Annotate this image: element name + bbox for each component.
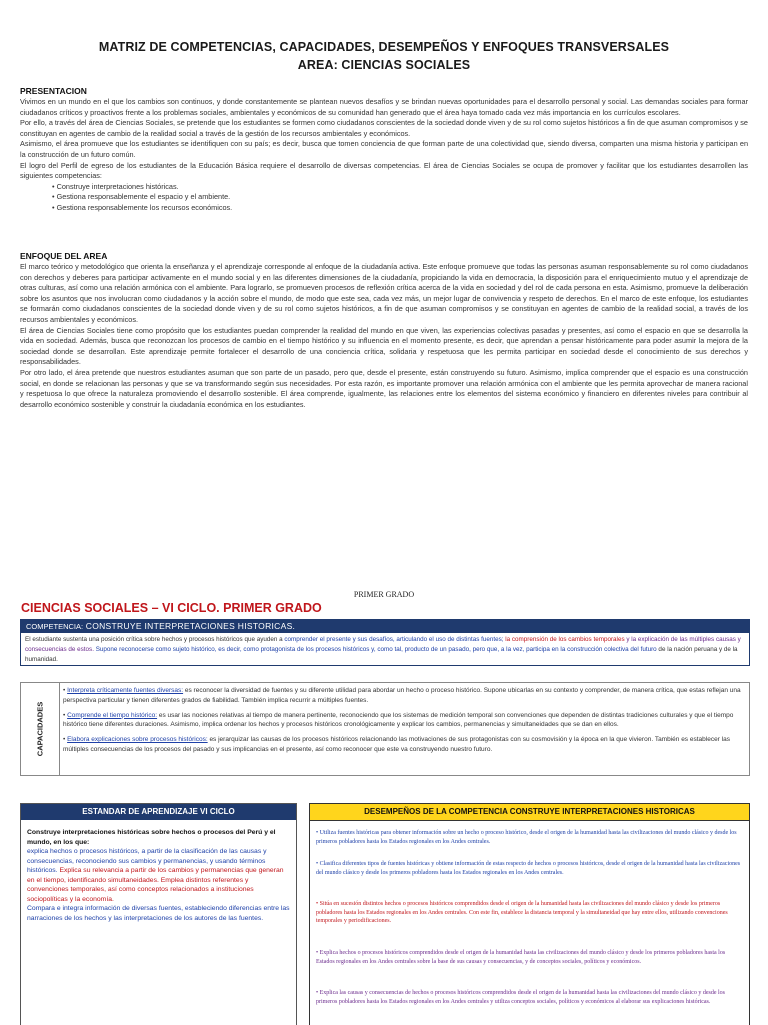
enfoque-paragraph: El área de Ciencias Sociales tiene como propósito que los estudiantes puedan comprender la realidad del mundo en que viven, las experiencias colectivas pasadas y presentes, así como el espacio en que se desarrolla la vida en sociedad. Además, busca que reconozcan los procesos de cambio en el tiempo histórico y su influencia en el momento presente, es decir, que aprendan a pensar históricamente para poder asumir la mejora de la sociedad donde se desarrollan. Este aprendizaje permite fortalecer el desarrollo de una conciencia crítica, solidaria y respetuosa que les permita participar en sociedad desde el conocimiento de sus derechos y responsabilidades. <box>20 325 748 367</box>
presentacion-heading: PRESENTACION <box>20 86 87 96</box>
list-item: • Gestiona responsablemente el espacio y el ambiente. <box>52 192 748 203</box>
section-title: CIENCIAS SOCIALES – VI CICLO. PRIMER GRADO <box>21 601 322 615</box>
enfoque-body <box>20 262 748 410</box>
desempenos-box <box>309 803 750 1025</box>
grade-label: PRIMER GRADO <box>353 590 415 599</box>
competencia-header <box>21 620 749 633</box>
capacidad-name: Elabora explicaciones sobre procesos históricos: <box>67 736 208 744</box>
estandar-body <box>21 820 296 923</box>
capacidades-side <box>21 683 60 775</box>
capacidad-name: Comprende el tiempo histórico: <box>67 711 158 719</box>
desempeno-item: • Utiliza fuentes históricas para obtener información sobre un hecho o proceso histórico, desde el origen de la humanidad hasta las civilizaciones del mundo clásico y desde los primeros pobladores hasta los Estados regionales en los Andes centrales. <box>316 830 737 845</box>
competencia-text-highlight: comprender el presente y sus desafíos, articulando el uso de distintas fuentes; <box>284 636 504 643</box>
competencia-description <box>21 633 749 666</box>
estandar-text-part: Compara e integra información de diversas fuentes, estableciendo diferencias entre las narraciones de los hechos y las interpretaciones de los autores de las fuentes. <box>27 905 290 922</box>
capacidad-text: es reconocer la diversidad de fuentes y su diferente utilidad para abordar un hecho o proceso histórico. Supone ubicarlas en su contexto y comprender, de manera crítica, que estas reflejan una perspectiva particular y tienen diferentes grados de fiabilidad. También implica recurrir a múltiples fuentes. <box>63 687 741 704</box>
enfoque-paragraph: Por otro lado, el área pretende que nuestros estudiantes asuman que son parte de un pasado, pero que, desde el presente, están construyendo su futuro. Asimismo, implica comprender que el espacio es una construcción social, en donde se relacionan las personas y que se va transformando según sus necesidades. Por esta razón, es importante promover una relación armónica con el ambiente que les permita aprovechar de manera racional y respetuosa lo que ofrece la naturaleza promoviendo el desarrollo sostenible. El área comprende, igualmente, las relaciones entre los elementos del sistema económico y financiero en diferentes niveles para contribuir al desarrollo económico sostenible y construir la ciudadanía económica en los estudiantes. <box>20 367 748 409</box>
competencia-text-highlight: la comprensión de los cambios temporales <box>503 636 625 643</box>
estandar-text-part: Explica su relevancia a partir de los cambios y permanencias que generan en el tiempo, identificando simultaneidades. Emplea distintos referentes y convenciones temporales, así como conceptos relacionados a instituciones sociopolíticas y la economía. <box>27 867 284 903</box>
competencia-name: CONSTRUYE INTERPRETACIONES HISTORICAS. <box>85 621 296 631</box>
page-title: MATRIZ DE COMPETENCIAS, CAPACIDADES, DESEMPEÑOS Y ENFOQUES TRANSVERSALES <box>98 40 670 54</box>
list-item: • Construye interpretaciones históricas. <box>52 182 748 193</box>
estandar-text-part: explica hechos o procesos históricos, a partir de la clasificación de las causas y consecuencias, reconociendo sus cambios y permanencias, y usando términos históricos. <box>27 848 267 874</box>
estandar-lead: Construye interpretaciones históricas sobre hechos o procesos del Perú y el mundo, en los que: <box>27 829 276 846</box>
desempeno-item: • Sitúa en sucesión distintos hechos o procesos históricos comprendidos desde el origen de la humanidad hasta las civilizaciones del mundo clásico y desde los primeros pobladores hasta los Estados regionales en los Andes centrales. Con este fin, establece la distancia temporal y la simultaneidad que hay entre ellos, utilizando convenciones temporales y periodificaciones. <box>316 901 728 924</box>
capacidad-name: Interpreta críticamente fuentes diversas: <box>67 687 184 694</box>
capacidades-label: CAPACIDADES <box>35 701 45 757</box>
desempenos-heading: DESEMPEÑOS DE LA COMPETENCIA CONSTRUYE INTERPRETACIONES HISTORICAS <box>310 804 749 821</box>
enfoque-paragraph: El marco teórico y metodológico que orienta la enseñanza y el aprendizaje corresponde al enfoque de la ciudadanía activa. Este enfoque promueve que todas las personas asuman responsablemente su rol como ciudadanos con derechos y deberes para participar activamente en el mundo social y en las diferentes dimensiones de la ciudadanía, propiciando la vida en democracia, la disposición para el enriquecimiento mutuo y el aprendizaje de otras culturas, así como una relación armónica con el ambiente. Para lograrlo, se promueven procesos de reflexión crítica acerca de la vida en sociedad y del rol de cada persona en esta. Asimismo, promueve la deliberación sobre los asuntos que nos involucran como ciudadanos y la acción sobre el mundo, de modo que este sea, cada vez más, un mejor lugar de convivencia y respeto de derechos. En el marco de este enfoque, los estudiantes se formarán como ciudadanos conscientes de la sociedad donde viven y de su rol como sujetos históricos, a fin de que asuman compromisos y se constituyan en agentes de cambio de la realidad social, a través de los recursos ambientales y económicos. <box>20 262 748 324</box>
presentacion-paragraph: El logro del Perfil de egreso de los estudiantes de la Educación Básica requiere el desarrollo de diversas competencias. El área de Ciencias Sociales se ocupa de promover y facilitar que los estudiantes desarrollen las siguientes competencias: <box>20 160 748 181</box>
list-item: • Gestiona responsablemente los recursos económicos. <box>52 203 748 214</box>
enfoque-heading: ENFOQUE DEL AREA <box>20 251 108 261</box>
competencia-text: de la nación peruana y de la humanidad. <box>25 645 738 663</box>
area-title: AREA: CIENCIAS SOCIALES <box>297 58 471 72</box>
desempeno-item: • Clasifica diferentes tipos de fuentes históricas y obtiene información de estas respecto de hechos o procesos históricos, desde el origen de la humanidad hasta las civilizaciones del mundo clásico y desde los primeros pobladores hasta los Estados regionales en los Andes centrales. <box>316 861 741 876</box>
competencias-list <box>52 182 748 214</box>
capacidad-item: • Comprende el tiempo histórico: es usar las nociones relativas al tiempo de manera pertinente, reconociendo que los sistemas de medición temporal son convenciones que dependen de distintas tradiciones culturales y que el tiempo histórico tiene diferentes duraciones. Asimismo, implica ordenar los hechos y procesos históricos cronológicamente y explicar los cambios, permanencias y simultaneidades que se dan en ellos. <box>63 711 734 729</box>
capacidad-text: es usar las nociones relativas al tiempo de manera pertinente, reconociendo que los sistemas de medición temporal son convenciones que dependen de distintas tradiciones culturales y que el tiempo histórico tiene diferentes duraciones. Asimismo, implica ordenar los hechos y procesos históricos cronológicamente y explicar los cambios, permanencias y simultaneidades que se dan en ellos. <box>63 711 734 729</box>
competencia-text-highlight: Supone reconocerse como sujeto histórico, es decir, como protagonista de los procesos históricos y, como tal, producto de un pasado, pero que, a la vez, participa en la construcción colectiva del futuro <box>95 645 657 653</box>
presentacion-paragraph: Por ello, a través del área de Ciencias Sociales, se pretende que los estudiantes se formen como ciudadanos conscientes de la sociedad donde viven y de su rol como sujetos históricos a fin de que asuman compromisos y se constituyan en agentes de cambio de la realidad social a través de la gestión de los recursos ambientales y económicos. <box>20 118 748 138</box>
competencia-label: COMPETENCIA: <box>26 622 84 631</box>
estandar-text <box>27 847 290 904</box>
capacidad-text: es jerarquizar las causas de los procesos históricos relacionando las motivaciones de sus protagonistas con su cosmovisión y la época en la que vivieron. También es establecer las múltiples consecuencias de los procesos del pasado y sus implicancias en el presente, así como reconocer que este va construyendo nuestro futuro. <box>63 736 730 753</box>
estandar-box <box>20 803 297 1025</box>
capacidades-box <box>20 682 750 776</box>
presentacion-paragraph: Vivimos en un mundo en el que los cambios son continuos, y donde constantemente se plantean nuevos desafíos y se brindan nuevas oportunidades para el desarrollo personal y social. Las demandas sociales para formar ciudadanos críticos y proactivos frente a los problemas sociales, ambientales y económicos de su comunidad han generado que el área haya tomado cada vez más importancia en los currículos escolares. <box>20 97 748 117</box>
competencia-text: El estudiante sustenta una posición crítica sobre hechos y procesos históricos que ayuden a <box>25 636 285 643</box>
presentacion-body <box>20 97 748 214</box>
capacidad-item: • Elabora explicaciones sobre procesos históricos: es jerarquizar las causas de los procesos históricos relacionando las motivaciones de sus protagonistas con su cosmovisión y la época en la que vivieron. También es establecer las múltiples consecuencias de los procesos del pasado y sus implicancias en el presente, así como reconocer que este va construyendo nuestro futuro. <box>63 736 730 753</box>
capacidad-item: • Interpreta críticamente fuentes diversas: es reconocer la diversidad de fuentes y su diferente utilidad para abordar un hecho o proceso histórico. Supone ubicarlas en su contexto y comprender, de manera crítica, que estas reflejan una perspectiva particular y tienen diferentes grados de fiabilidad. También implica recurrir a múltiples fuentes. <box>63 687 741 704</box>
desempeno-item: • Explica las causas y consecuencias de hechos o procesos históricos comprendidos desde el origen de la humanidad hasta las civilizaciones del mundo clásico y desde los primeros pobladores hasta los Estados regionales en los Andes centrales y utiliza conceptos sociales, políticos y económicos al elaborar sus explicaciones históricas. <box>316 990 725 1005</box>
desempeno-item: • Explica hechos o procesos históricos comprendidos desde el origen de la humanidad hasta las civilizaciones del mundo clásico y desde los primeros pobladores hasta los Estados regionales en los Andes centrales sobre la base de sus causas y consecuencias, y de conceptos sociales, políticos y económicos. <box>316 950 726 965</box>
competencia-box <box>20 619 750 666</box>
capacidades-list <box>63 686 743 760</box>
estandar-heading: ESTANDAR DE APRENDIZAJE VI CICLO <box>21 804 296 820</box>
competencia-text-highlight: y la explicación de las múltiples causas y consecuencias de estos. <box>25 636 741 653</box>
presentacion-paragraph: Asimismo, el área promueve que los estudiantes se identifiquen con su país; es decir, busca que tomen conciencia de que forman parte de una colectividad que, siendo diversa, comparten una misma historia y participan en la construcción de un futuro común. <box>20 139 748 159</box>
